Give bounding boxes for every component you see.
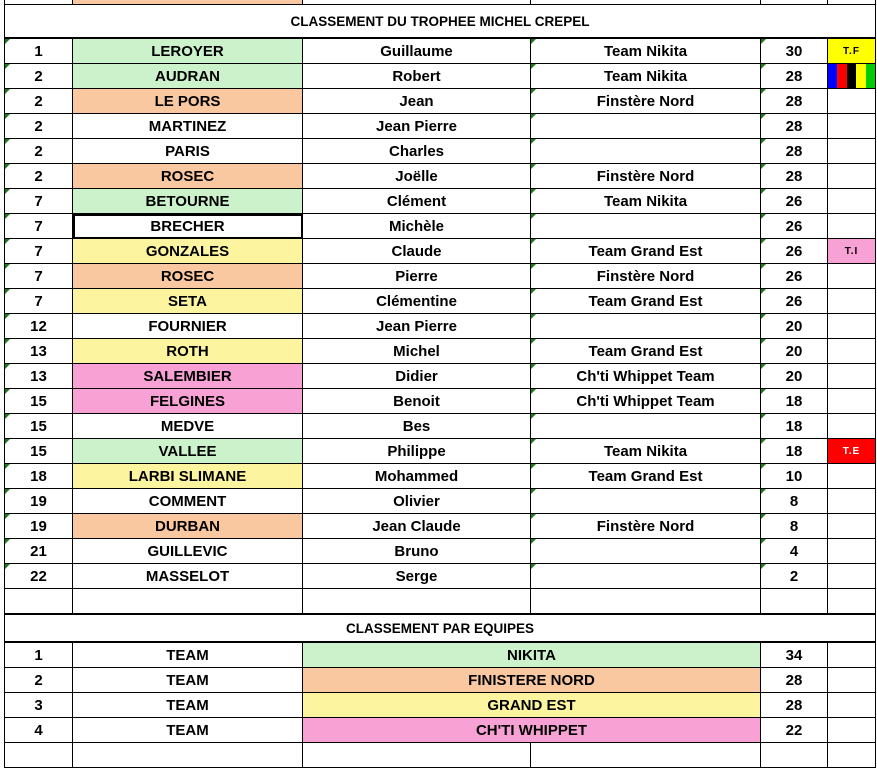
score-cell[interactable]: 18 <box>761 389 828 414</box>
team-rank-cell[interactable]: 3 <box>5 693 73 718</box>
score-cell[interactable]: 28 <box>761 89 828 114</box>
team-score-cell[interactable]: 22 <box>761 718 828 743</box>
score-cell[interactable]: 10 <box>761 464 828 489</box>
team-cell[interactable] <box>531 489 761 514</box>
score-cell[interactable]: 8 <box>761 514 828 539</box>
empty-row <box>5 589 876 615</box>
team-score-cell[interactable]: 34 <box>761 642 828 668</box>
teams-title-row <box>5 614 876 642</box>
firstname-cell[interactable]: Jean Claude <box>303 514 531 539</box>
rank-cell[interactable]: 21 <box>5 539 73 564</box>
name-cell[interactable]: BETOURNE <box>73 189 303 214</box>
rank-cell[interactable]: 15 <box>5 389 73 414</box>
team-cell[interactable]: Team Nikita <box>531 64 761 89</box>
firstname-cell[interactable]: Jean Pierre <box>303 114 531 139</box>
score-cell[interactable]: 28 <box>761 139 828 164</box>
firstname-cell[interactable]: Joëlle <box>303 164 531 189</box>
score-cell[interactable]: 26 <box>761 214 828 239</box>
badge-cell[interactable] <box>828 414 876 439</box>
rank-cell[interactable]: 7 <box>5 264 73 289</box>
firstname-cell[interactable]: Bes <box>303 414 531 439</box>
rank-cell[interactable]: 7 <box>5 239 73 264</box>
table-row <box>5 139 876 164</box>
firstname-cell[interactable]: Olivier <box>303 489 531 514</box>
badge-cell[interactable] <box>828 564 876 589</box>
score-cell[interactable]: 18 <box>761 414 828 439</box>
table-row <box>5 164 876 189</box>
team-extra-cell[interactable] <box>828 693 876 718</box>
name-cell[interactable]: SETA <box>73 289 303 314</box>
team-rank-cell[interactable]: 2 <box>5 668 73 693</box>
empty-cell[interactable] <box>531 589 761 615</box>
table-row <box>5 339 876 364</box>
table-row <box>5 89 876 114</box>
team-score-cell[interactable]: 28 <box>761 668 828 693</box>
table-row <box>5 289 876 314</box>
flag-icon <box>828 64 875 88</box>
firstname-cell[interactable]: Didier <box>303 364 531 389</box>
badge-cell[interactable]: T.I <box>828 239 876 264</box>
rank-cell[interactable]: 12 <box>5 314 73 339</box>
team-cell[interactable]: Ch'ti Whippet Team <box>531 364 761 389</box>
rank-cell[interactable]: 2 <box>5 164 73 189</box>
table-row <box>5 214 876 239</box>
team-cell[interactable]: Team Grand Est <box>531 239 761 264</box>
team-label-cell[interactable]: TEAM <box>73 668 303 693</box>
firstname-cell[interactable]: Jean Pierre <box>303 314 531 339</box>
name-cell[interactable]: MEDVE <box>73 414 303 439</box>
name-cell[interactable]: ROSEC <box>73 164 303 189</box>
team-rank-cell[interactable]: 4 <box>5 718 73 743</box>
rank-cell[interactable]: 2 <box>5 64 73 89</box>
firstname-cell[interactable]: Jean <box>303 89 531 114</box>
score-cell[interactable]: 26 <box>761 289 828 314</box>
firstname-cell[interactable]: Pierre <box>303 264 531 289</box>
table-row <box>5 189 876 214</box>
badge-cell[interactable] <box>828 289 876 314</box>
empty-cell[interactable] <box>761 743 828 768</box>
firstname-cell[interactable]: Michèle <box>303 214 531 239</box>
team-row <box>5 642 876 668</box>
table-row <box>5 38 876 64</box>
score-cell[interactable]: 20 <box>761 339 828 364</box>
score-cell[interactable]: 18 <box>761 439 828 464</box>
badge-cell[interactable] <box>828 339 876 364</box>
team-score-cell[interactable]: 28 <box>761 693 828 718</box>
firstname-cell[interactable]: Clémentine <box>303 289 531 314</box>
rank-cell[interactable]: 15 <box>5 439 73 464</box>
table-row <box>5 264 876 289</box>
firstname-cell[interactable]: Guillaume <box>303 38 531 64</box>
name-cell[interactable]: GUILLEVIC <box>73 539 303 564</box>
empty-cell[interactable] <box>531 743 761 768</box>
empty-cell[interactable] <box>303 743 531 768</box>
title-row <box>5 5 876 39</box>
table-row <box>5 314 876 339</box>
table-row <box>5 539 876 564</box>
name-cell[interactable]: VALLEE <box>73 439 303 464</box>
table-row <box>5 489 876 514</box>
name-cell[interactable]: LE PORS <box>73 89 303 114</box>
score-cell[interactable]: 20 <box>761 314 828 339</box>
firstname-cell[interactable]: Claude <box>303 239 531 264</box>
teams-title[interactable]: CLASSEMENT PAR EQUIPES <box>5 614 876 642</box>
team-cell[interactable]: Team Nikita <box>531 189 761 214</box>
table-row <box>5 414 876 439</box>
team-cell[interactable]: Team Nikita <box>531 439 761 464</box>
empty-cell[interactable] <box>828 743 876 768</box>
team-row <box>5 668 876 693</box>
name-cell[interactable]: LEROYER <box>73 38 303 64</box>
team-cell[interactable] <box>531 539 761 564</box>
firstname-cell[interactable]: Serge <box>303 564 531 589</box>
team-cell[interactable] <box>531 139 761 164</box>
score-cell[interactable]: 28 <box>761 164 828 189</box>
name-cell[interactable]: GONZALES <box>73 239 303 264</box>
score-cell[interactable]: 28 <box>761 64 828 89</box>
rank-cell[interactable]: 19 <box>5 489 73 514</box>
team-cell[interactable] <box>531 414 761 439</box>
table-row <box>5 239 876 264</box>
table-row <box>5 114 876 139</box>
score-cell[interactable]: 30 <box>761 38 828 64</box>
badge-cell[interactable]: T.E <box>828 439 876 464</box>
team-cell[interactable]: Team Grand Est <box>531 289 761 314</box>
rank-cell[interactable]: 15 <box>5 414 73 439</box>
team-label-cell[interactable]: TEAM <box>73 693 303 718</box>
empty-cell[interactable] <box>73 589 303 615</box>
team-cell[interactable] <box>531 564 761 589</box>
team-name-cell[interactable]: GRAND EST <box>303 693 761 718</box>
badge-cell[interactable] <box>828 489 876 514</box>
name-cell[interactable]: MARTINEZ <box>73 114 303 139</box>
name-cell[interactable]: COMMENT <box>73 489 303 514</box>
score-cell[interactable]: 26 <box>761 189 828 214</box>
badge-cell[interactable] <box>828 214 876 239</box>
team-cell[interactable]: Team Nikita <box>531 38 761 64</box>
name-cell[interactable]: PARIS <box>73 139 303 164</box>
name-cell[interactable]: AUDRAN <box>73 64 303 89</box>
table-row <box>5 439 876 464</box>
team-cell[interactable] <box>531 114 761 139</box>
team-cell[interactable] <box>531 314 761 339</box>
team-cell[interactable]: Finstère Nord <box>531 514 761 539</box>
name-cell[interactable]: ROSEC <box>73 264 303 289</box>
name-cell[interactable]: FOURNIER <box>73 314 303 339</box>
table-row <box>5 364 876 389</box>
table-row <box>5 514 876 539</box>
sheet-title[interactable]: CLASSEMENT DU TROPHEE MICHEL CREPEL <box>5 5 876 39</box>
score-cell[interactable]: 26 <box>761 239 828 264</box>
firstname-cell[interactable]: Michel <box>303 339 531 364</box>
rank-cell[interactable]: 7 <box>5 214 73 239</box>
rank-cell[interactable]: 2 <box>5 114 73 139</box>
badge-cell[interactable] <box>828 389 876 414</box>
team-row <box>5 718 876 743</box>
badge-cell[interactable] <box>828 164 876 189</box>
rank-cell[interactable]: 7 <box>5 289 73 314</box>
firstname-cell[interactable]: Clément <box>303 189 531 214</box>
name-cell[interactable]: LARBI SLIMANE <box>73 464 303 489</box>
score-cell[interactable]: 26 <box>761 264 828 289</box>
firstname-cell[interactable]: Bruno <box>303 539 531 564</box>
rank-cell[interactable]: 13 <box>5 364 73 389</box>
empty-row <box>5 743 876 768</box>
table-row <box>5 64 876 89</box>
name-cell[interactable]: BRECHER <box>73 214 303 239</box>
score-cell[interactable]: 8 <box>761 489 828 514</box>
empty-cell[interactable] <box>828 589 876 615</box>
name-cell[interactable]: MASSELOT <box>73 564 303 589</box>
badge-cell[interactable] <box>828 89 876 114</box>
team-name-cell[interactable]: NIKITA <box>303 642 761 668</box>
name-cell[interactable]: ROTH <box>73 339 303 364</box>
firstname-cell[interactable]: Philippe <box>303 439 531 464</box>
team-cell[interactable]: Finstère Nord <box>531 164 761 189</box>
rank-cell[interactable]: 22 <box>5 564 73 589</box>
rank-cell[interactable]: 7 <box>5 189 73 214</box>
badge-cell[interactable] <box>828 364 876 389</box>
badge-cell[interactable] <box>828 539 876 564</box>
badge-cell[interactable] <box>828 139 876 164</box>
rank-cell[interactable]: 2 <box>5 139 73 164</box>
name-cell[interactable]: FELGINES <box>73 389 303 414</box>
team-extra-cell[interactable] <box>828 642 876 668</box>
team-cell[interactable]: Finstère Nord <box>531 89 761 114</box>
team-extra-cell[interactable] <box>828 668 876 693</box>
badge-cell[interactable] <box>828 514 876 539</box>
empty-cell[interactable] <box>73 743 303 768</box>
badge-cell[interactable] <box>828 114 876 139</box>
team-cell[interactable]: Team Grand Est <box>531 464 761 489</box>
team-name-cell[interactable]: CH'TI WHIPPET <box>303 718 761 743</box>
firstname-cell[interactable]: Charles <box>303 139 531 164</box>
table-row <box>5 564 876 589</box>
firstname-cell[interactable]: Robert <box>303 64 531 89</box>
team-name-cell[interactable]: FINISTERE NORD <box>303 668 761 693</box>
team-rank-cell[interactable]: 1 <box>5 642 73 668</box>
team-cell[interactable]: Finstère Nord <box>531 264 761 289</box>
empty-cell[interactable] <box>5 589 73 615</box>
score-cell[interactable]: 2 <box>761 564 828 589</box>
team-cell[interactable] <box>531 214 761 239</box>
team-label-cell[interactable]: TEAM <box>73 642 303 668</box>
empty-cell[interactable] <box>303 589 531 615</box>
firstname-cell[interactable]: Mohammed <box>303 464 531 489</box>
firstname-cell[interactable]: Benoit <box>303 389 531 414</box>
table-row <box>5 389 876 414</box>
score-cell[interactable]: 28 <box>761 114 828 139</box>
badge-cell[interactable] <box>828 314 876 339</box>
rank-cell[interactable]: 13 <box>5 339 73 364</box>
score-cell[interactable]: 20 <box>761 364 828 389</box>
badge-cell[interactable] <box>828 189 876 214</box>
badge-cell[interactable] <box>828 64 876 89</box>
empty-cell[interactable] <box>5 743 73 768</box>
team-row <box>5 693 876 718</box>
rank-cell[interactable]: 2 <box>5 89 73 114</box>
rank-cell[interactable]: 1 <box>5 38 73 64</box>
name-cell[interactable]: SALEMBIER <box>73 364 303 389</box>
team-cell[interactable]: Ch'ti Whippet Team <box>531 389 761 414</box>
team-cell[interactable]: Team Grand Est <box>531 339 761 364</box>
empty-cell[interactable] <box>761 589 828 615</box>
rank-cell[interactable]: 19 <box>5 514 73 539</box>
rank-cell[interactable]: 18 <box>5 464 73 489</box>
score-cell[interactable]: 4 <box>761 539 828 564</box>
table-row <box>5 464 876 489</box>
badge-cell[interactable]: T.F <box>828 38 876 64</box>
team-extra-cell[interactable] <box>828 718 876 743</box>
name-cell[interactable]: DURBAN <box>73 514 303 539</box>
ranking-table <box>4 0 876 768</box>
badge-cell[interactable] <box>828 264 876 289</box>
team-label-cell[interactable]: TEAM <box>73 718 303 743</box>
badge-cell[interactable] <box>828 464 876 489</box>
